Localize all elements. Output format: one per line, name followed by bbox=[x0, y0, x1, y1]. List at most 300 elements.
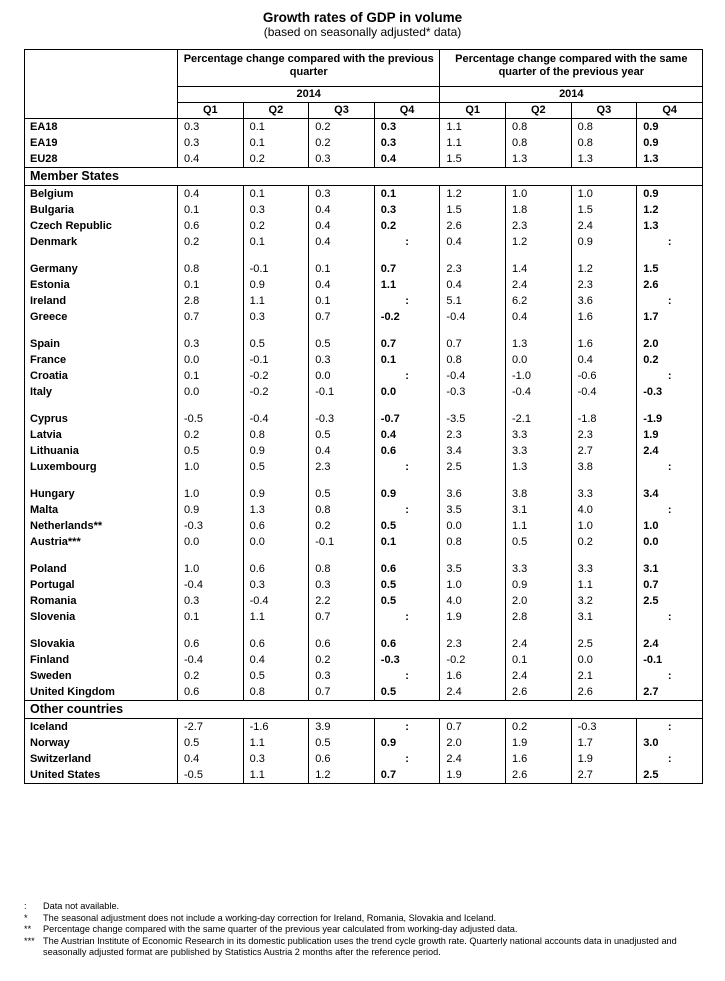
footnote bbox=[24, 913, 714, 925]
value-cell: 0.1 bbox=[178, 368, 244, 384]
value-cell: 2.6 bbox=[506, 684, 572, 701]
value-cell: -0.3 bbox=[637, 384, 703, 400]
spacer-row bbox=[25, 550, 703, 561]
footnote-symbol: * bbox=[24, 912, 28, 923]
value-cell: 2.7 bbox=[571, 443, 637, 459]
country-name: Netherlands** bbox=[30, 520, 103, 532]
value-cell: 0.3 bbox=[178, 135, 244, 151]
value-cell: 0.7 bbox=[374, 261, 440, 277]
value-cell: 0.0 bbox=[178, 352, 244, 368]
country-name: Croatia bbox=[30, 370, 68, 382]
value-cell: 0.3 bbox=[309, 577, 375, 593]
value-cell: 0.2 bbox=[178, 668, 244, 684]
value-cell: 1.6 bbox=[440, 668, 506, 684]
country-name: France bbox=[30, 354, 67, 366]
value-cell: 3.8 bbox=[506, 486, 572, 502]
value-cell: : bbox=[637, 751, 703, 767]
value-cell: 2.3 bbox=[571, 277, 637, 293]
value-cell: 0.4 bbox=[309, 277, 375, 293]
value-cell: 2.0 bbox=[440, 735, 506, 751]
value-cell: 0.5 bbox=[374, 684, 440, 701]
value-cell: 3.1 bbox=[506, 502, 572, 518]
value-cell: 0.8 bbox=[309, 502, 375, 518]
value-cell: : bbox=[637, 293, 703, 309]
value-cell: -0.4 bbox=[243, 411, 309, 427]
value-cell: 0.4 bbox=[571, 352, 637, 368]
table-row bbox=[25, 368, 703, 384]
value-cell: 0.7 bbox=[309, 684, 375, 701]
table-row bbox=[25, 277, 703, 293]
value-cell: 0.5 bbox=[178, 735, 244, 751]
table-row bbox=[25, 735, 703, 751]
value-cell: 1.5 bbox=[571, 202, 637, 218]
footnote-symbol: *** bbox=[24, 935, 35, 946]
value-cell: : bbox=[637, 502, 703, 518]
value-cell: 1.9 bbox=[637, 427, 703, 443]
value-cell: 0.9 bbox=[637, 186, 703, 203]
table-row bbox=[25, 309, 703, 325]
value-cell: 0.6 bbox=[243, 561, 309, 577]
value-cell: 0.1 bbox=[178, 202, 244, 218]
value-cell: 2.4 bbox=[506, 636, 572, 652]
value-cell: 0.8 bbox=[571, 119, 637, 136]
table-row bbox=[25, 767, 703, 784]
value-cell: 0.1 bbox=[178, 277, 244, 293]
footnote-text: Percentage change compared with the same quarter of the previous year calculated from working-day adjusted data. bbox=[43, 924, 518, 934]
value-cell: 0.8 bbox=[243, 427, 309, 443]
table-row bbox=[25, 293, 703, 309]
spacer-row bbox=[25, 250, 703, 261]
value-cell: 1.4 bbox=[506, 261, 572, 277]
value-cell: 0.4 bbox=[309, 443, 375, 459]
value-cell: 0.7 bbox=[637, 577, 703, 593]
value-cell: 3.3 bbox=[506, 561, 572, 577]
value-cell: -0.7 bbox=[374, 411, 440, 427]
value-cell: 0.5 bbox=[243, 668, 309, 684]
value-cell: 0.8 bbox=[571, 135, 637, 151]
value-cell: 0.7 bbox=[374, 336, 440, 352]
value-cell: 2.6 bbox=[440, 218, 506, 234]
value-cell: 1.3 bbox=[243, 502, 309, 518]
value-cell: 0.9 bbox=[506, 577, 572, 593]
value-cell: 1.0 bbox=[637, 518, 703, 534]
value-cell: 0.6 bbox=[374, 561, 440, 577]
value-cell: 0.5 bbox=[309, 486, 375, 502]
value-cell: 0.9 bbox=[178, 502, 244, 518]
country-name: Romania bbox=[30, 595, 77, 607]
value-cell: : bbox=[637, 368, 703, 384]
value-cell: -3.5 bbox=[440, 411, 506, 427]
value-cell: 0.9 bbox=[243, 277, 309, 293]
value-cell: 2.4 bbox=[440, 684, 506, 701]
country-name: Luxembourg bbox=[30, 461, 97, 473]
value-cell: 2.1 bbox=[571, 668, 637, 684]
value-cell: 0.6 bbox=[309, 751, 375, 767]
value-cell: 1.6 bbox=[506, 751, 572, 767]
value-cell: : bbox=[374, 668, 440, 684]
value-cell: 0.6 bbox=[243, 518, 309, 534]
country-name: Cyprus bbox=[30, 413, 68, 425]
value-cell: 0.5 bbox=[309, 735, 375, 751]
value-cell: 0.1 bbox=[374, 186, 440, 203]
value-cell: -0.4 bbox=[571, 384, 637, 400]
table-row bbox=[25, 234, 703, 250]
country-name: Poland bbox=[30, 563, 67, 575]
value-cell: 1.6 bbox=[571, 309, 637, 325]
value-cell: -0.1 bbox=[637, 652, 703, 668]
table-row bbox=[25, 459, 703, 475]
country-name: Portugal bbox=[30, 579, 75, 591]
table-row bbox=[25, 668, 703, 684]
value-cell: 0.7 bbox=[374, 767, 440, 784]
group-header-same-quarter: Percentage change compared with the same quarter of the previous year bbox=[440, 50, 703, 87]
value-cell: 2.4 bbox=[571, 218, 637, 234]
value-cell: 0.1 bbox=[243, 119, 309, 136]
value-cell: : bbox=[374, 293, 440, 309]
table-row bbox=[25, 719, 703, 736]
value-cell: 0.2 bbox=[178, 427, 244, 443]
value-cell: 0.1 bbox=[309, 293, 375, 309]
value-cell: 0.2 bbox=[309, 652, 375, 668]
value-cell: : bbox=[374, 234, 440, 250]
value-cell: -0.3 bbox=[571, 719, 637, 736]
value-cell: -1.6 bbox=[243, 719, 309, 736]
value-cell: 0.0 bbox=[309, 368, 375, 384]
value-cell: 3.3 bbox=[571, 561, 637, 577]
country-name: United States bbox=[30, 769, 101, 781]
country-name: Belgium bbox=[30, 188, 74, 200]
quarter-header: Q3 bbox=[309, 103, 375, 119]
value-cell: 2.6 bbox=[571, 684, 637, 701]
value-cell: 1.0 bbox=[571, 518, 637, 534]
footnote-text: The Austrian Institute of Economic Research in its domestic publication uses the trend cycle growth rate. Quarterly national accounts data in unadjusted and seasonally adjusted format are published by Statistics Austria 2 months after the reference period. bbox=[43, 935, 677, 957]
value-cell: 3.2 bbox=[571, 593, 637, 609]
footnote-text: The seasonal adjustment does not include a working-day correction for Ireland, Romania, Slovakia and Iceland. bbox=[43, 912, 496, 923]
value-cell: 2.3 bbox=[440, 427, 506, 443]
table-row bbox=[25, 652, 703, 668]
value-cell: 3.3 bbox=[571, 486, 637, 502]
value-cell: -0.4 bbox=[243, 593, 309, 609]
value-cell: 0.6 bbox=[374, 443, 440, 459]
country-name: Iceland bbox=[30, 721, 68, 733]
table-row bbox=[25, 135, 703, 151]
value-cell: 0.1 bbox=[309, 261, 375, 277]
value-cell: 6.2 bbox=[506, 293, 572, 309]
value-cell: -1.8 bbox=[571, 411, 637, 427]
value-cell: 2.8 bbox=[178, 293, 244, 309]
value-cell: 0.5 bbox=[506, 534, 572, 550]
value-cell: 0.3 bbox=[178, 119, 244, 136]
value-cell: 0.4 bbox=[309, 218, 375, 234]
value-cell: 0.3 bbox=[243, 202, 309, 218]
table-row bbox=[25, 636, 703, 652]
value-cell: 0.5 bbox=[243, 336, 309, 352]
value-cell: : bbox=[374, 719, 440, 736]
country-name: Denmark bbox=[30, 236, 78, 248]
value-cell: 2.5 bbox=[571, 636, 637, 652]
value-cell: -0.4 bbox=[178, 652, 244, 668]
value-cell: 0.2 bbox=[309, 135, 375, 151]
value-cell: 0.2 bbox=[178, 234, 244, 250]
value-cell: 0.9 bbox=[243, 443, 309, 459]
value-cell: 1.0 bbox=[571, 186, 637, 203]
value-cell: 0.7 bbox=[309, 609, 375, 625]
page-title: Growth rates of GDP in volume bbox=[262, 10, 463, 25]
value-cell: 0.5 bbox=[309, 336, 375, 352]
value-cell: 3.9 bbox=[309, 719, 375, 736]
value-cell: 0.7 bbox=[309, 309, 375, 325]
value-cell: 0.3 bbox=[243, 309, 309, 325]
value-cell: 0.5 bbox=[374, 518, 440, 534]
value-cell: 2.7 bbox=[571, 767, 637, 784]
value-cell: : bbox=[637, 609, 703, 625]
country-name: Switzerland bbox=[30, 753, 92, 765]
country-name: Hungary bbox=[30, 488, 75, 500]
value-cell: 1.3 bbox=[637, 151, 703, 168]
value-cell: -0.1 bbox=[309, 384, 375, 400]
value-cell: 1.1 bbox=[571, 577, 637, 593]
value-cell: 0.3 bbox=[374, 119, 440, 136]
value-cell: 0.1 bbox=[243, 186, 309, 203]
table-row bbox=[25, 218, 703, 234]
value-cell: 2.5 bbox=[440, 459, 506, 475]
value-cell: 1.2 bbox=[571, 261, 637, 277]
value-cell: 0.1 bbox=[506, 652, 572, 668]
value-cell: 0.2 bbox=[571, 534, 637, 550]
value-cell: 1.0 bbox=[178, 486, 244, 502]
value-cell: 0.9 bbox=[374, 486, 440, 502]
value-cell: 0.9 bbox=[637, 135, 703, 151]
quarter-header: Q1 bbox=[178, 103, 244, 119]
value-cell: : bbox=[637, 459, 703, 475]
value-cell: 1.5 bbox=[440, 202, 506, 218]
country-name: Czech Republic bbox=[30, 220, 112, 232]
value-cell: 0.8 bbox=[178, 261, 244, 277]
value-cell: -0.5 bbox=[178, 767, 244, 784]
country-name: EA19 bbox=[30, 137, 58, 149]
quarter-header: Q4 bbox=[637, 103, 703, 119]
value-cell: 0.5 bbox=[309, 427, 375, 443]
value-cell: -0.2 bbox=[243, 384, 309, 400]
value-cell: 0.3 bbox=[309, 352, 375, 368]
value-cell: 0.4 bbox=[178, 186, 244, 203]
value-cell: 0.1 bbox=[243, 135, 309, 151]
value-cell: 0.4 bbox=[440, 277, 506, 293]
quarter-header: Q4 bbox=[374, 103, 440, 119]
value-cell: -0.3 bbox=[440, 384, 506, 400]
value-cell: 0.4 bbox=[506, 309, 572, 325]
value-cell: 1.3 bbox=[506, 151, 572, 168]
value-cell: 1.5 bbox=[637, 261, 703, 277]
value-cell: 0.8 bbox=[243, 684, 309, 701]
value-cell: 0.1 bbox=[178, 609, 244, 625]
value-cell: 0.4 bbox=[374, 427, 440, 443]
section-header: Other countries bbox=[25, 701, 703, 719]
value-cell: 0.6 bbox=[374, 636, 440, 652]
value-cell: 0.3 bbox=[374, 202, 440, 218]
value-cell: -1.9 bbox=[637, 411, 703, 427]
value-cell: 3.5 bbox=[440, 502, 506, 518]
country-name: EA18 bbox=[25, 119, 178, 136]
header-corner bbox=[25, 50, 178, 119]
value-cell: 0.9 bbox=[243, 486, 309, 502]
country-name: Slovakia bbox=[30, 638, 75, 650]
value-cell: 0.3 bbox=[178, 336, 244, 352]
value-cell: 1.3 bbox=[637, 218, 703, 234]
value-cell: 0.2 bbox=[243, 151, 309, 168]
value-cell: 0.4 bbox=[374, 151, 440, 168]
value-cell: -0.4 bbox=[440, 309, 506, 325]
footnote-symbol: ** bbox=[24, 924, 32, 934]
value-cell: -0.1 bbox=[243, 352, 309, 368]
value-cell: 1.9 bbox=[440, 609, 506, 625]
value-cell: 1.1 bbox=[243, 293, 309, 309]
value-cell: 0.3 bbox=[243, 577, 309, 593]
footnote bbox=[24, 936, 714, 959]
value-cell: 3.3 bbox=[506, 427, 572, 443]
value-cell: -0.3 bbox=[178, 518, 244, 534]
value-cell: 2.5 bbox=[637, 767, 703, 784]
value-cell: : bbox=[374, 459, 440, 475]
value-cell: -1.0 bbox=[506, 368, 572, 384]
value-cell: 0.7 bbox=[440, 719, 506, 736]
country-name: Lithuania bbox=[30, 445, 79, 457]
country-name: United Kingdom bbox=[30, 686, 115, 698]
table-row bbox=[25, 518, 703, 534]
value-cell: 0.5 bbox=[178, 443, 244, 459]
value-cell: 0.0 bbox=[571, 652, 637, 668]
value-cell: 0.7 bbox=[178, 309, 244, 325]
value-cell: : bbox=[637, 668, 703, 684]
value-cell: -0.1 bbox=[309, 534, 375, 550]
gdp-table bbox=[24, 49, 703, 784]
value-cell: 0.9 bbox=[637, 119, 703, 136]
value-cell: 1.5 bbox=[440, 151, 506, 168]
value-cell: 0.8 bbox=[506, 119, 572, 136]
value-cell: 0.3 bbox=[309, 186, 375, 203]
value-cell: 2.4 bbox=[637, 443, 703, 459]
value-cell: 0.6 bbox=[178, 684, 244, 701]
value-cell: 5.1 bbox=[440, 293, 506, 309]
country-name: Austria*** bbox=[30, 536, 81, 548]
country-name: Slovenia bbox=[30, 611, 76, 623]
country-name: Estonia bbox=[30, 279, 70, 291]
value-cell: 0.5 bbox=[374, 593, 440, 609]
value-cell: 0.6 bbox=[243, 636, 309, 652]
value-cell: 1.1 bbox=[374, 277, 440, 293]
value-cell: -2.7 bbox=[178, 719, 244, 736]
value-cell: 1.9 bbox=[506, 735, 572, 751]
value-cell: 1.0 bbox=[440, 577, 506, 593]
table-row bbox=[25, 151, 703, 168]
value-cell: 2.6 bbox=[637, 277, 703, 293]
value-cell: 0.3 bbox=[309, 668, 375, 684]
value-cell: 0.2 bbox=[506, 719, 572, 736]
value-cell: 1.1 bbox=[243, 609, 309, 625]
year-header-1: 2014 bbox=[178, 87, 440, 103]
value-cell: 2.3 bbox=[440, 636, 506, 652]
value-cell: 1.1 bbox=[506, 518, 572, 534]
table-row bbox=[25, 684, 703, 701]
value-cell: 0.0 bbox=[506, 352, 572, 368]
value-cell: 3.4 bbox=[440, 443, 506, 459]
value-cell: 0.4 bbox=[243, 652, 309, 668]
value-cell: 2.8 bbox=[506, 609, 572, 625]
country-name: Malta bbox=[30, 504, 59, 516]
value-cell: 1.1 bbox=[243, 767, 309, 784]
table-row bbox=[25, 186, 703, 203]
value-cell: 0.0 bbox=[243, 534, 309, 550]
value-cell: 2.3 bbox=[571, 427, 637, 443]
value-cell: 2.3 bbox=[440, 261, 506, 277]
value-cell: -0.2 bbox=[440, 652, 506, 668]
value-cell: 0.2 bbox=[309, 518, 375, 534]
value-cell: -0.4 bbox=[440, 368, 506, 384]
value-cell: 0.2 bbox=[374, 218, 440, 234]
value-cell: -0.5 bbox=[178, 411, 244, 427]
country-name: Italy bbox=[30, 386, 53, 398]
value-cell: 0.0 bbox=[637, 534, 703, 550]
value-cell: 1.3 bbox=[506, 336, 572, 352]
footnotes bbox=[24, 901, 714, 959]
value-cell: 0.8 bbox=[309, 561, 375, 577]
value-cell: 3.1 bbox=[637, 561, 703, 577]
value-cell: 0.4 bbox=[440, 234, 506, 250]
table-row bbox=[25, 202, 703, 218]
value-cell: 0.3 bbox=[374, 135, 440, 151]
value-cell: : bbox=[637, 234, 703, 250]
value-cell: -0.4 bbox=[178, 577, 244, 593]
quarter-header: Q2 bbox=[243, 103, 309, 119]
value-cell: 0.7 bbox=[440, 336, 506, 352]
value-cell: -0.1 bbox=[243, 261, 309, 277]
spacer-row bbox=[25, 400, 703, 411]
table-row bbox=[25, 443, 703, 459]
country-name: Sweden bbox=[30, 670, 72, 682]
value-cell: 0.2 bbox=[309, 119, 375, 136]
table-row bbox=[25, 593, 703, 609]
table-row bbox=[25, 751, 703, 767]
value-cell: 0.1 bbox=[243, 234, 309, 250]
year-header-2: 2014 bbox=[440, 87, 703, 103]
value-cell: 2.4 bbox=[440, 751, 506, 767]
value-cell: 1.7 bbox=[637, 309, 703, 325]
spacer-row bbox=[25, 475, 703, 486]
value-cell: 1.2 bbox=[309, 767, 375, 784]
value-cell: 4.0 bbox=[440, 593, 506, 609]
value-cell: -0.3 bbox=[309, 411, 375, 427]
value-cell: 0.3 bbox=[243, 751, 309, 767]
value-cell: 0.9 bbox=[571, 234, 637, 250]
footnote-symbol: : bbox=[24, 901, 27, 911]
value-cell: 1.3 bbox=[506, 459, 572, 475]
value-cell: 2.6 bbox=[506, 767, 572, 784]
value-cell: 3.6 bbox=[571, 293, 637, 309]
value-cell: 2.3 bbox=[506, 218, 572, 234]
value-cell: -0.6 bbox=[571, 368, 637, 384]
value-cell: 0.4 bbox=[178, 151, 244, 168]
table-row bbox=[25, 411, 703, 427]
value-cell: 1.3 bbox=[571, 151, 637, 168]
value-cell: -0.3 bbox=[374, 652, 440, 668]
value-cell: 0.6 bbox=[309, 636, 375, 652]
footnote bbox=[24, 924, 714, 936]
value-cell: 2.0 bbox=[637, 336, 703, 352]
value-cell: 0.6 bbox=[178, 636, 244, 652]
value-cell: 1.9 bbox=[440, 767, 506, 784]
value-cell: 1.0 bbox=[506, 186, 572, 203]
table-row bbox=[25, 261, 703, 277]
